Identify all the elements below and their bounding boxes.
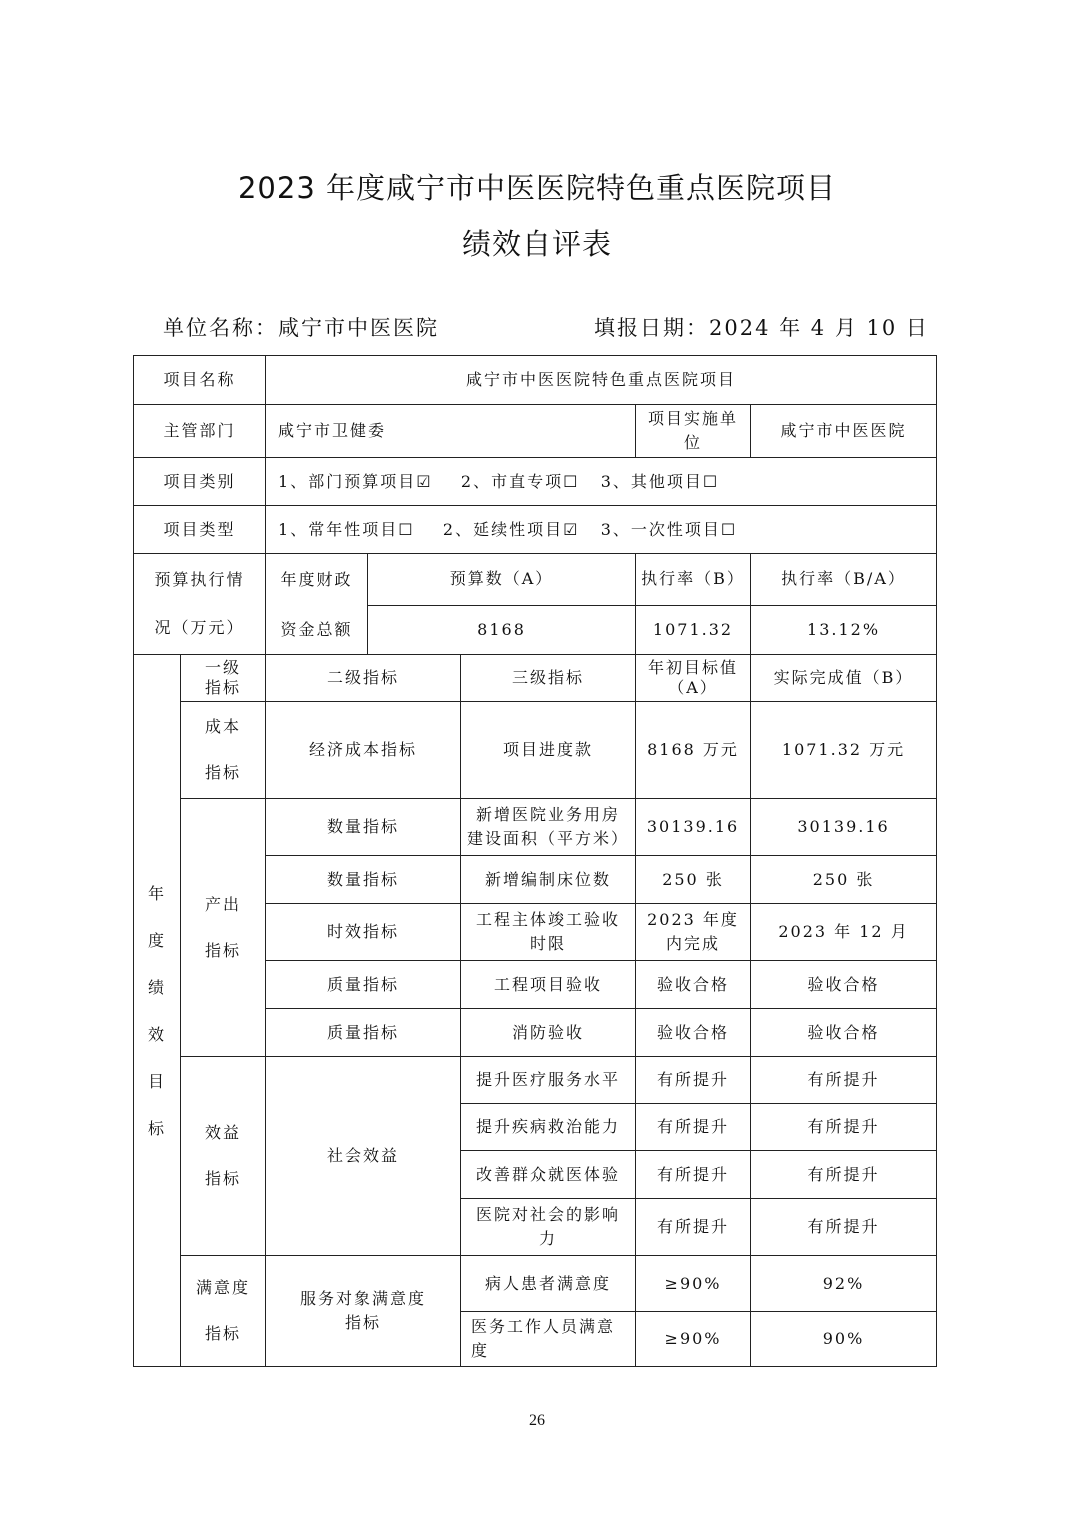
cost-level3: 项目进度款 xyxy=(461,702,636,799)
title-line-2: 绩效自评表 xyxy=(461,227,612,261)
satisfaction-level2: 服务对象满意度 指标 xyxy=(266,1256,461,1367)
category-option-3: 3、其他项目☐ xyxy=(600,471,720,491)
benefit-level3: 医院对社会的影响 力 xyxy=(461,1199,636,1256)
checkbox-checked-icon: ☑ xyxy=(563,519,580,539)
dept-label: 主管部门 xyxy=(134,405,266,458)
benefit-actual: 有所提升 xyxy=(751,1151,937,1199)
output-level2: 质量指标 xyxy=(266,961,461,1009)
type-option-1: 1、常年性项目☐ xyxy=(278,519,415,539)
output-actual: 250 张 xyxy=(751,856,937,904)
type-label: 项目类型 xyxy=(134,506,266,554)
benefit-level3: 提升疾病救治能力 xyxy=(461,1104,636,1151)
header-level2: 二级指标 xyxy=(266,655,461,702)
output-target: 250 张 xyxy=(636,856,751,904)
header-actual: 实际完成值（B） xyxy=(751,655,937,702)
type-options xyxy=(266,506,937,554)
output-actual: 验收合格 xyxy=(751,1009,937,1057)
checkbox-empty-icon: ☐ xyxy=(720,519,738,539)
output-level2: 数量指标 xyxy=(266,856,461,904)
benefit-target: 有所提升 xyxy=(636,1199,751,1256)
output-level3: 工程项目验收 xyxy=(461,961,636,1009)
checkbox-empty-icon: ☐ xyxy=(563,471,580,491)
output-level2: 数量指标 xyxy=(266,799,461,856)
type-option-2: 2、延续性项目☑ xyxy=(442,519,580,539)
satisfaction-level1: 满意度 指标 xyxy=(181,1256,266,1367)
fund-label-2: 资金总额 xyxy=(266,605,368,654)
checkbox-empty-icon: ☐ xyxy=(702,471,720,491)
budget-val-ba: 13.12% xyxy=(751,605,937,654)
fund-label-1: 年度财政 xyxy=(266,554,368,606)
benefit-target: 有所提升 xyxy=(636,1057,751,1104)
project-name-value: 咸宁市中医医院特色重点医院项目 xyxy=(266,356,937,405)
satisfaction-target: ≥90% xyxy=(636,1256,751,1312)
satisfaction-level3: 病人患者满意度 xyxy=(461,1256,636,1312)
header-target: 年初目标值 （A） xyxy=(636,655,751,702)
checkbox-checked-icon: ☑ xyxy=(416,471,433,491)
output-target: 验收合格 xyxy=(636,961,751,1009)
satisfaction-target: ≥90% xyxy=(636,1312,751,1367)
fill-date: 填报日期：2024 年 4 月 10 日 xyxy=(594,316,929,340)
output-target: 30139.16 xyxy=(636,799,751,856)
output-actual: 30139.16 xyxy=(751,799,937,856)
header-level1: 一级 指标 xyxy=(181,655,266,702)
benefit-target: 有所提升 xyxy=(636,1151,751,1199)
budget-label: 预算执行情 况（万元） xyxy=(134,554,266,655)
output-target: 2023 年度 内完成 xyxy=(636,904,751,961)
budget-val-a: 8168 xyxy=(368,605,636,654)
budget-col-ba: 执行率（B/A） xyxy=(751,554,937,606)
checkbox-empty-icon: ☐ xyxy=(398,519,415,539)
unit-name: 单位名称：咸宁市中医医院 xyxy=(163,316,439,340)
category-option-1: 1、部门预算项目☑ xyxy=(278,471,433,491)
output-target: 验收合格 xyxy=(636,1009,751,1057)
header-level3: 三级指标 xyxy=(461,655,636,702)
budget-col-a: 预算数（A） xyxy=(368,554,636,606)
project-name-label: 项目名称 xyxy=(134,356,266,405)
budget-col-b: 执行率（B） xyxy=(636,554,751,606)
satisfaction-actual: 90% xyxy=(751,1312,937,1367)
evaluation-table xyxy=(133,355,937,1367)
title-line-1: 2023 年度咸宁市中医医院特色重点医院项目 xyxy=(237,171,837,205)
output-level3: 工程主体竣工验收 时限 xyxy=(461,904,636,961)
page-number: 26 xyxy=(529,1412,545,1429)
output-actual: 2023 年 12 月 xyxy=(751,904,937,961)
category-label: 项目类别 xyxy=(134,458,266,506)
output-level3: 新增编制床位数 xyxy=(461,856,636,904)
satisfaction-level3: 医务工作人员满意 度 xyxy=(461,1312,636,1367)
benefit-actual: 有所提升 xyxy=(751,1199,937,1256)
impl-label: 项目实施单位 xyxy=(636,405,751,458)
category-option-2: 2、市直专项☐ xyxy=(460,471,580,491)
benefit-actual: 有所提升 xyxy=(751,1104,937,1151)
benefit-level3: 提升医疗服务水平 xyxy=(461,1057,636,1104)
budget-val-b: 1071.32 xyxy=(636,605,751,654)
cost-level2: 经济成本指标 xyxy=(266,702,461,799)
benefit-actual: 有所提升 xyxy=(751,1057,937,1104)
dept-value: 咸宁市卫健委 xyxy=(266,405,636,458)
benefit-level2: 社会效益 xyxy=(266,1057,461,1256)
impl-value: 咸宁市中医医院 xyxy=(751,405,937,458)
goals-side-label: 年 度 绩 效 目 标 xyxy=(134,655,181,1367)
cost-target: 8168 万元 xyxy=(636,702,751,799)
benefit-target: 有所提升 xyxy=(636,1104,751,1151)
output-level2: 时效指标 xyxy=(266,904,461,961)
satisfaction-actual: 92% xyxy=(751,1256,937,1312)
output-level3: 新增医院业务用房 建设面积（平方米） xyxy=(461,799,636,856)
output-level3: 消防验收 xyxy=(461,1009,636,1057)
benefit-level3: 改善群众就医体验 xyxy=(461,1151,636,1199)
cost-level1: 成本 指标 xyxy=(181,702,266,799)
cost-actual: 1071.32 万元 xyxy=(751,702,937,799)
output-level2: 质量指标 xyxy=(266,1009,461,1057)
output-level1: 产出 指标 xyxy=(181,799,266,1057)
output-actual: 验收合格 xyxy=(751,961,937,1009)
type-option-3: 3、一次性项目☐ xyxy=(600,519,738,539)
category-options xyxy=(266,458,937,506)
benefit-level1: 效益 指标 xyxy=(181,1057,266,1256)
